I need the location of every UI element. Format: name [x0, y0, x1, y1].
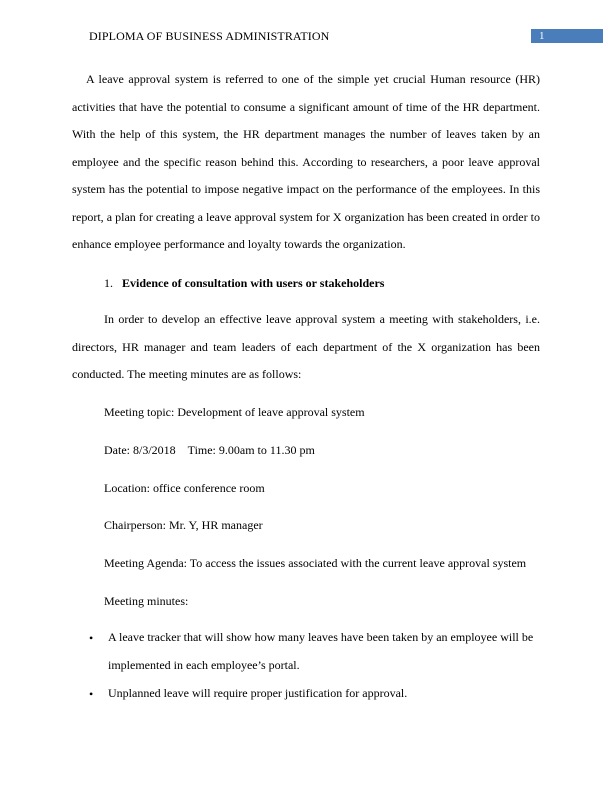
section-number: 1. [104, 276, 113, 290]
section-heading [104, 276, 384, 291]
section-title: Evidence of consultation with users or stakeholders [122, 276, 385, 290]
list-item: Unplanned leave will require proper justification for approval. [108, 686, 408, 700]
intro-paragraph: A leave approval system is referred to one of the simple yet crucial Human resource (HR) activities that have the potential to consume a significant amount of time of the HR department. With the help of this system, the HR department manages the number of leaves taken by an employee and the specific reason behind this. According to researchers, a poor leave approval system has the potential to impose negative impact on the performance of the employees. In this report, a plan for creating a leave approval system for X organization has been created in order to enhance employee performance and loyalty towards the organization. [72, 72, 540, 251]
section-paragraph: In order to develop an effective leave approval system a meeting with stakeholders, i.e. directors, HR manager and team leaders of each department of the X organization has been conducted. The meeting minutes are as follows: [72, 312, 540, 381]
meeting-chairperson: Chairperson: Mr. Y, HR manager [104, 518, 263, 532]
bullet-glyph: • [89, 631, 94, 645]
list-item: A leave tracker that will show how many leaves have been taken by an employee will be implemented in each employee’s portal. [108, 630, 534, 672]
meeting-date-time [104, 443, 315, 458]
meeting-location: Location: office conference room [104, 481, 265, 495]
meeting-topic: Meeting topic: Development of leave approval system [104, 405, 365, 419]
meeting-time: Time: 9.00am to 11.30 pm [187, 443, 315, 457]
header-title: DIPLOMA OF BUSINESS ADMINISTRATION [89, 29, 330, 43]
meeting-minutes-label: Meeting minutes: [104, 594, 189, 608]
meeting-date: Date: 8/3/2018 [104, 443, 176, 457]
bullet-glyph: • [89, 687, 94, 701]
page-number: 1 [531, 29, 603, 43]
meeting-agenda: Meeting Agenda: To access the issues associated with the current leave approval system [104, 556, 527, 570]
